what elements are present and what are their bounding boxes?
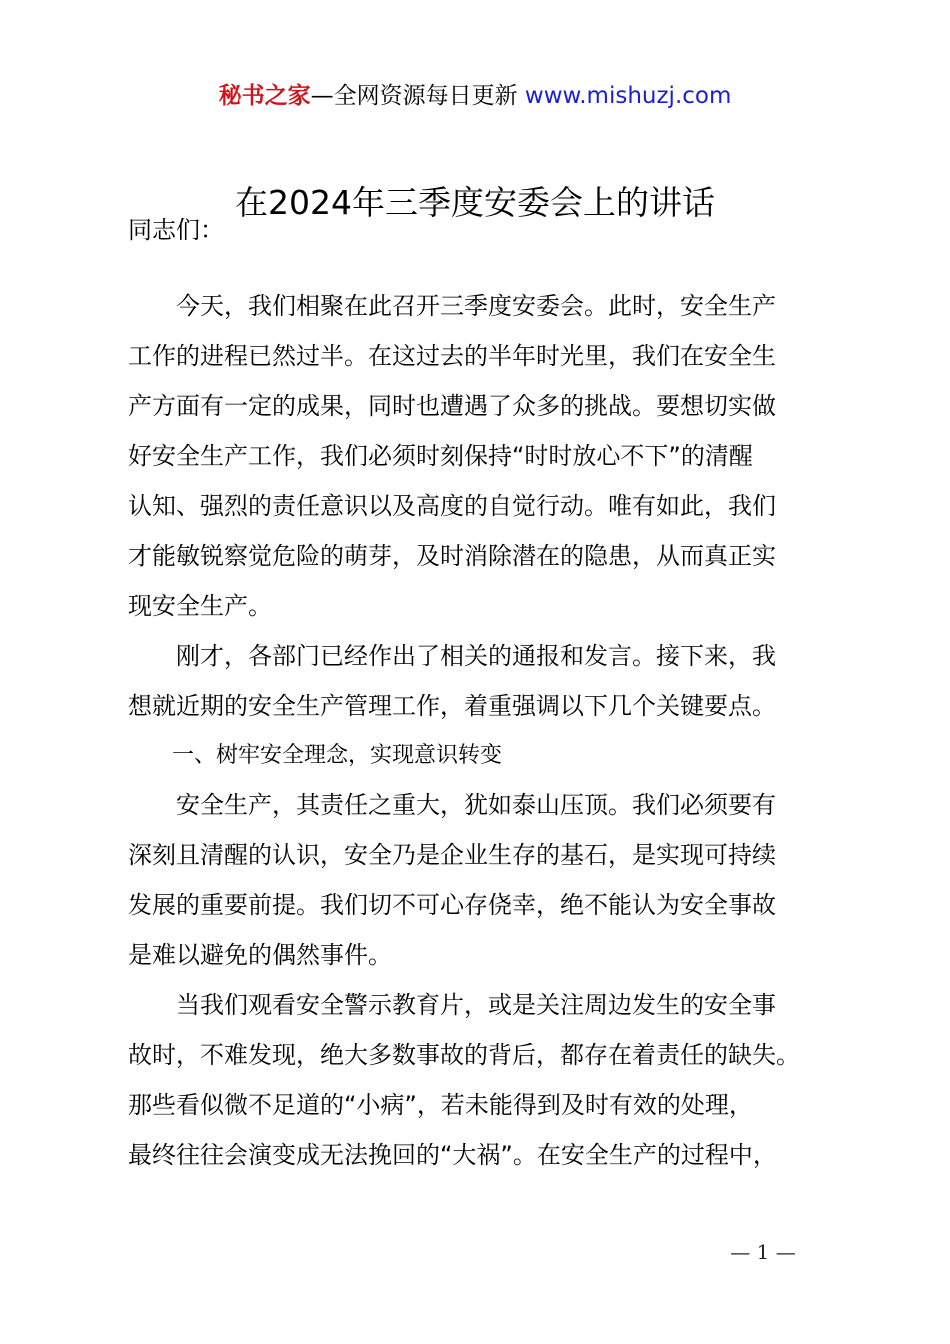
paragraph-line: 深刻且清醒的认识，安全乃是企业生存的基石，是实现可持续 [128,841,776,869]
paragraph-line: 好安全生产工作，我们必须时刻保持“时时放心不下”的清醒 [128,442,753,470]
page-number: — 1 — [730,1240,796,1264]
paragraph-1 [128,281,848,631]
paragraph-line: 是难以避免的偶然事件。 [128,941,392,969]
paragraph-line: 发展的重要前提。我们切不可心存侥幸，绝不能认为安全事故 [128,891,776,919]
header-tagline: —全网资源每日更新 [310,83,518,109]
paragraph-line: 才能敏锐察觉危险的萌芽，及时消除潜在的隐患，从而真正实 [128,542,776,570]
paragraph-line: 那些看似微不足道的“小病”，若未能得到及时有效的处理， [128,1091,753,1119]
document-title: 在2024年三季度安委会上的讲话 [235,183,715,222]
paragraph-line: 最终往往会演变成无法挽回的“大祸”。在安全生产的过程中， [128,1141,777,1169]
paragraph-line: 安全生产，其责任之重大，犹如泰山压顶。我们必须要有 [128,791,776,819]
brand-name: 秘书之家 [218,83,311,109]
section-heading: 一、树牢安全理念，实现意识转变 [128,743,503,768]
salutation: 同志们： [128,216,224,244]
paragraph-line: 认知、强烈的责任意识以及高度的自觉行动。唯有如此，我们 [128,492,776,520]
paragraph-line: 工作的进程已然过半。在这过去的半年时光里，我们在安全生 [128,342,776,370]
paragraph-line: 今天，我们相聚在此召开三季度安委会。此时，安全生产 [128,292,776,320]
paragraph-line: 想就近期的安全生产管理工作，着重强调以下几个关键要点。 [128,692,776,720]
paragraph-3 [128,780,848,980]
paragraph-line: 故时，不难发现，绝大多数事故的背后，都存在着责任的缺失。 [128,1041,800,1069]
paragraph-line: 产方面有一定的成果，同时也遭遇了众多的挑战。要想切实做 [128,392,776,420]
site-header [0,80,950,112]
paragraph-line: 当我们观看安全警示教育片，或是关注周边发生的安全事 [128,991,776,1019]
paragraph-4 [128,980,848,1180]
paragraph-line: 刚才，各部门已经作出了相关的通报和发言。接下来，我 [128,642,776,670]
paragraph-2 [128,631,848,731]
site-url-link[interactable]: www.mishuzj.com [524,83,732,109]
paragraph-line: 现安全生产。 [128,592,272,620]
